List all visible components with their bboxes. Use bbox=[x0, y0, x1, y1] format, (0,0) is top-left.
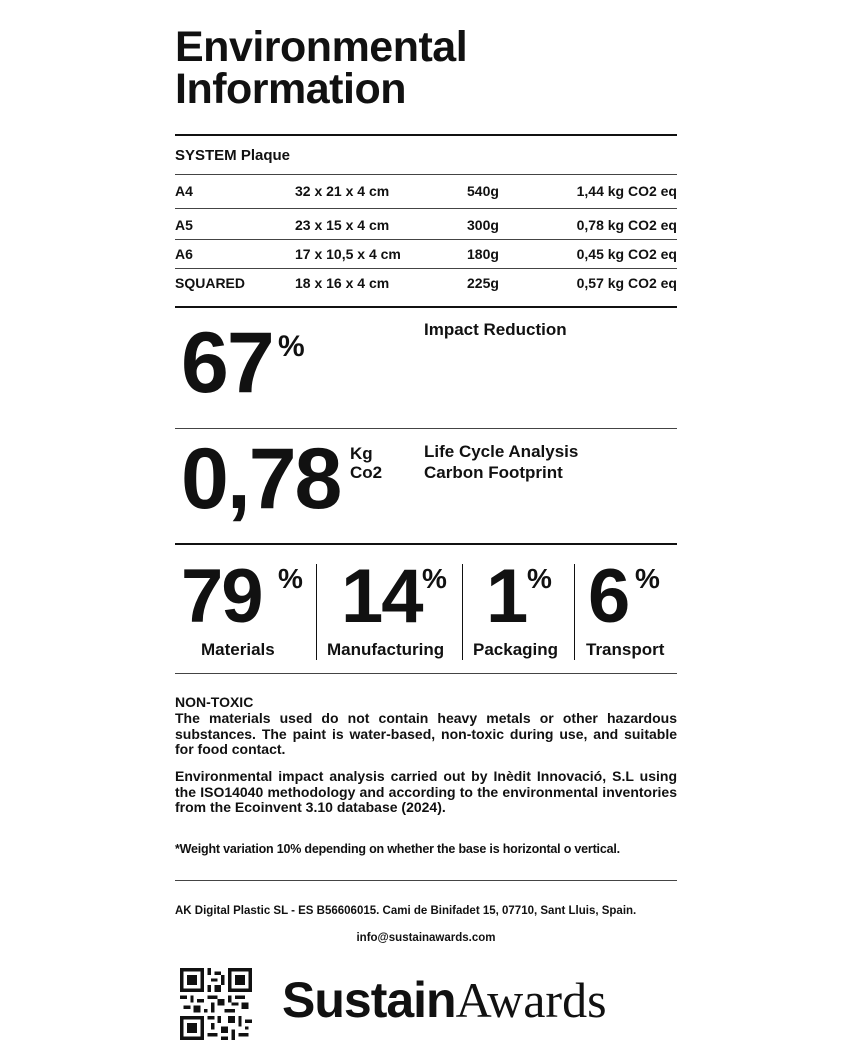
divider bbox=[175, 306, 677, 308]
title-line-2: Information bbox=[175, 65, 406, 113]
spec-dimensions: 23 x 15 x 4 cm bbox=[295, 217, 390, 233]
divider bbox=[175, 428, 677, 429]
spec-dimensions: 17 x 10,5 x 4 cm bbox=[295, 246, 401, 262]
impact-label: Impact Reduction bbox=[424, 320, 567, 339]
non-toxic-title: NON-TOXIC bbox=[175, 694, 254, 710]
non-toxic-text: The materials used do not contain heavy metals or other hazardous substances. The paint is water-based, non-toxic during use, and suitable for food contact. bbox=[175, 710, 677, 757]
breakdown-divider bbox=[574, 564, 575, 660]
environmental-info-sheet bbox=[175, 0, 677, 1063]
spec-weight: 225g bbox=[467, 275, 499, 291]
divider bbox=[175, 208, 677, 209]
footprint-unit-kg: Kg bbox=[350, 444, 373, 463]
breakdown-transport-unit: % bbox=[635, 563, 660, 594]
qr-code-icon[interactable] bbox=[180, 968, 252, 1040]
spec-weight: 300g bbox=[467, 217, 499, 233]
divider bbox=[175, 880, 677, 881]
spec-row bbox=[175, 246, 677, 270]
spec-row bbox=[175, 183, 677, 207]
breakdown-manufacturing-unit: % bbox=[422, 563, 447, 594]
weight-note: *Weight variation 10% depending on whether the base is horizontal o vertical. bbox=[175, 842, 620, 856]
spec-row bbox=[175, 275, 677, 299]
divider bbox=[175, 239, 677, 240]
page-title bbox=[175, 23, 468, 113]
spec-co2: 0,78 kg CO2 eq bbox=[576, 217, 677, 233]
breakdown-manufacturing-label: Manufacturing bbox=[327, 640, 445, 659]
spec-size: A4 bbox=[175, 183, 193, 199]
spec-weight: 180g bbox=[467, 246, 499, 262]
title-line-1: Environmental bbox=[175, 23, 468, 71]
breakdown-packaging-label: Packaging bbox=[473, 640, 559, 659]
breakdown-manufacturing-value: 14 bbox=[341, 554, 422, 639]
footprint-label bbox=[424, 441, 578, 483]
spec-dimensions: 18 x 16 x 4 cm bbox=[295, 275, 390, 291]
brand-sustain: Sustain bbox=[282, 972, 456, 1028]
spec-size: A6 bbox=[175, 246, 193, 262]
spec-co2: 1,44 kg CO2 eq bbox=[576, 183, 677, 199]
footprint-unit-co2: Co2 bbox=[350, 463, 383, 482]
divider bbox=[175, 673, 677, 674]
footprint-label-line1: Life Cycle Analysis bbox=[424, 442, 579, 461]
divider bbox=[175, 543, 677, 545]
analysis-text: Environmental impact analysis carried out by Inèdit Innovació, S.L using the ISO14040 methodology and according to the environmental inventories from the Ecoinvent 3.10 database (2024). bbox=[175, 768, 677, 815]
breakdown-packaging-unit: % bbox=[527, 563, 552, 594]
spec-weight: 540g bbox=[467, 183, 499, 199]
breakdown-divider bbox=[316, 564, 317, 660]
divider bbox=[175, 174, 677, 175]
breakdown-materials-value: 79 bbox=[181, 554, 262, 639]
divider bbox=[175, 134, 677, 136]
breakdown-materials-unit: % bbox=[278, 563, 303, 594]
breakdown-transport-label: Transport bbox=[586, 640, 665, 659]
spec-row bbox=[175, 217, 677, 241]
brand-logo bbox=[282, 970, 607, 1030]
spec-co2: 0,45 kg CO2 eq bbox=[576, 246, 677, 262]
contact-email[interactable]: info@sustainawards.com bbox=[356, 932, 496, 944]
spec-co2: 0,57 kg CO2 eq bbox=[576, 275, 677, 291]
footprint-label-line2: Carbon Footprint bbox=[424, 463, 563, 482]
breakdown-packaging-value: 1 bbox=[486, 554, 527, 639]
spec-dimensions: 32 x 21 x 4 cm bbox=[295, 183, 390, 199]
company-address: AK Digital Plastic SL - ES B56606015. Cami de Binifadet 15, 07710, Sant Lluis, Spain. bbox=[175, 905, 637, 917]
spec-size: A5 bbox=[175, 217, 193, 233]
impact-value: 67 bbox=[181, 315, 273, 411]
footprint-value: 0,78 bbox=[181, 431, 341, 527]
breakdown-divider bbox=[462, 564, 463, 660]
divider bbox=[175, 268, 677, 269]
brand-awards: Awards bbox=[455, 972, 607, 1028]
footprint-unit bbox=[350, 444, 382, 482]
system-title: SYSTEM Plaque bbox=[175, 147, 291, 164]
breakdown-materials-label: Materials bbox=[201, 640, 275, 659]
spec-size: SQUARED bbox=[175, 275, 246, 291]
impact-unit: % bbox=[278, 330, 305, 363]
breakdown-transport-value: 6 bbox=[588, 554, 629, 639]
